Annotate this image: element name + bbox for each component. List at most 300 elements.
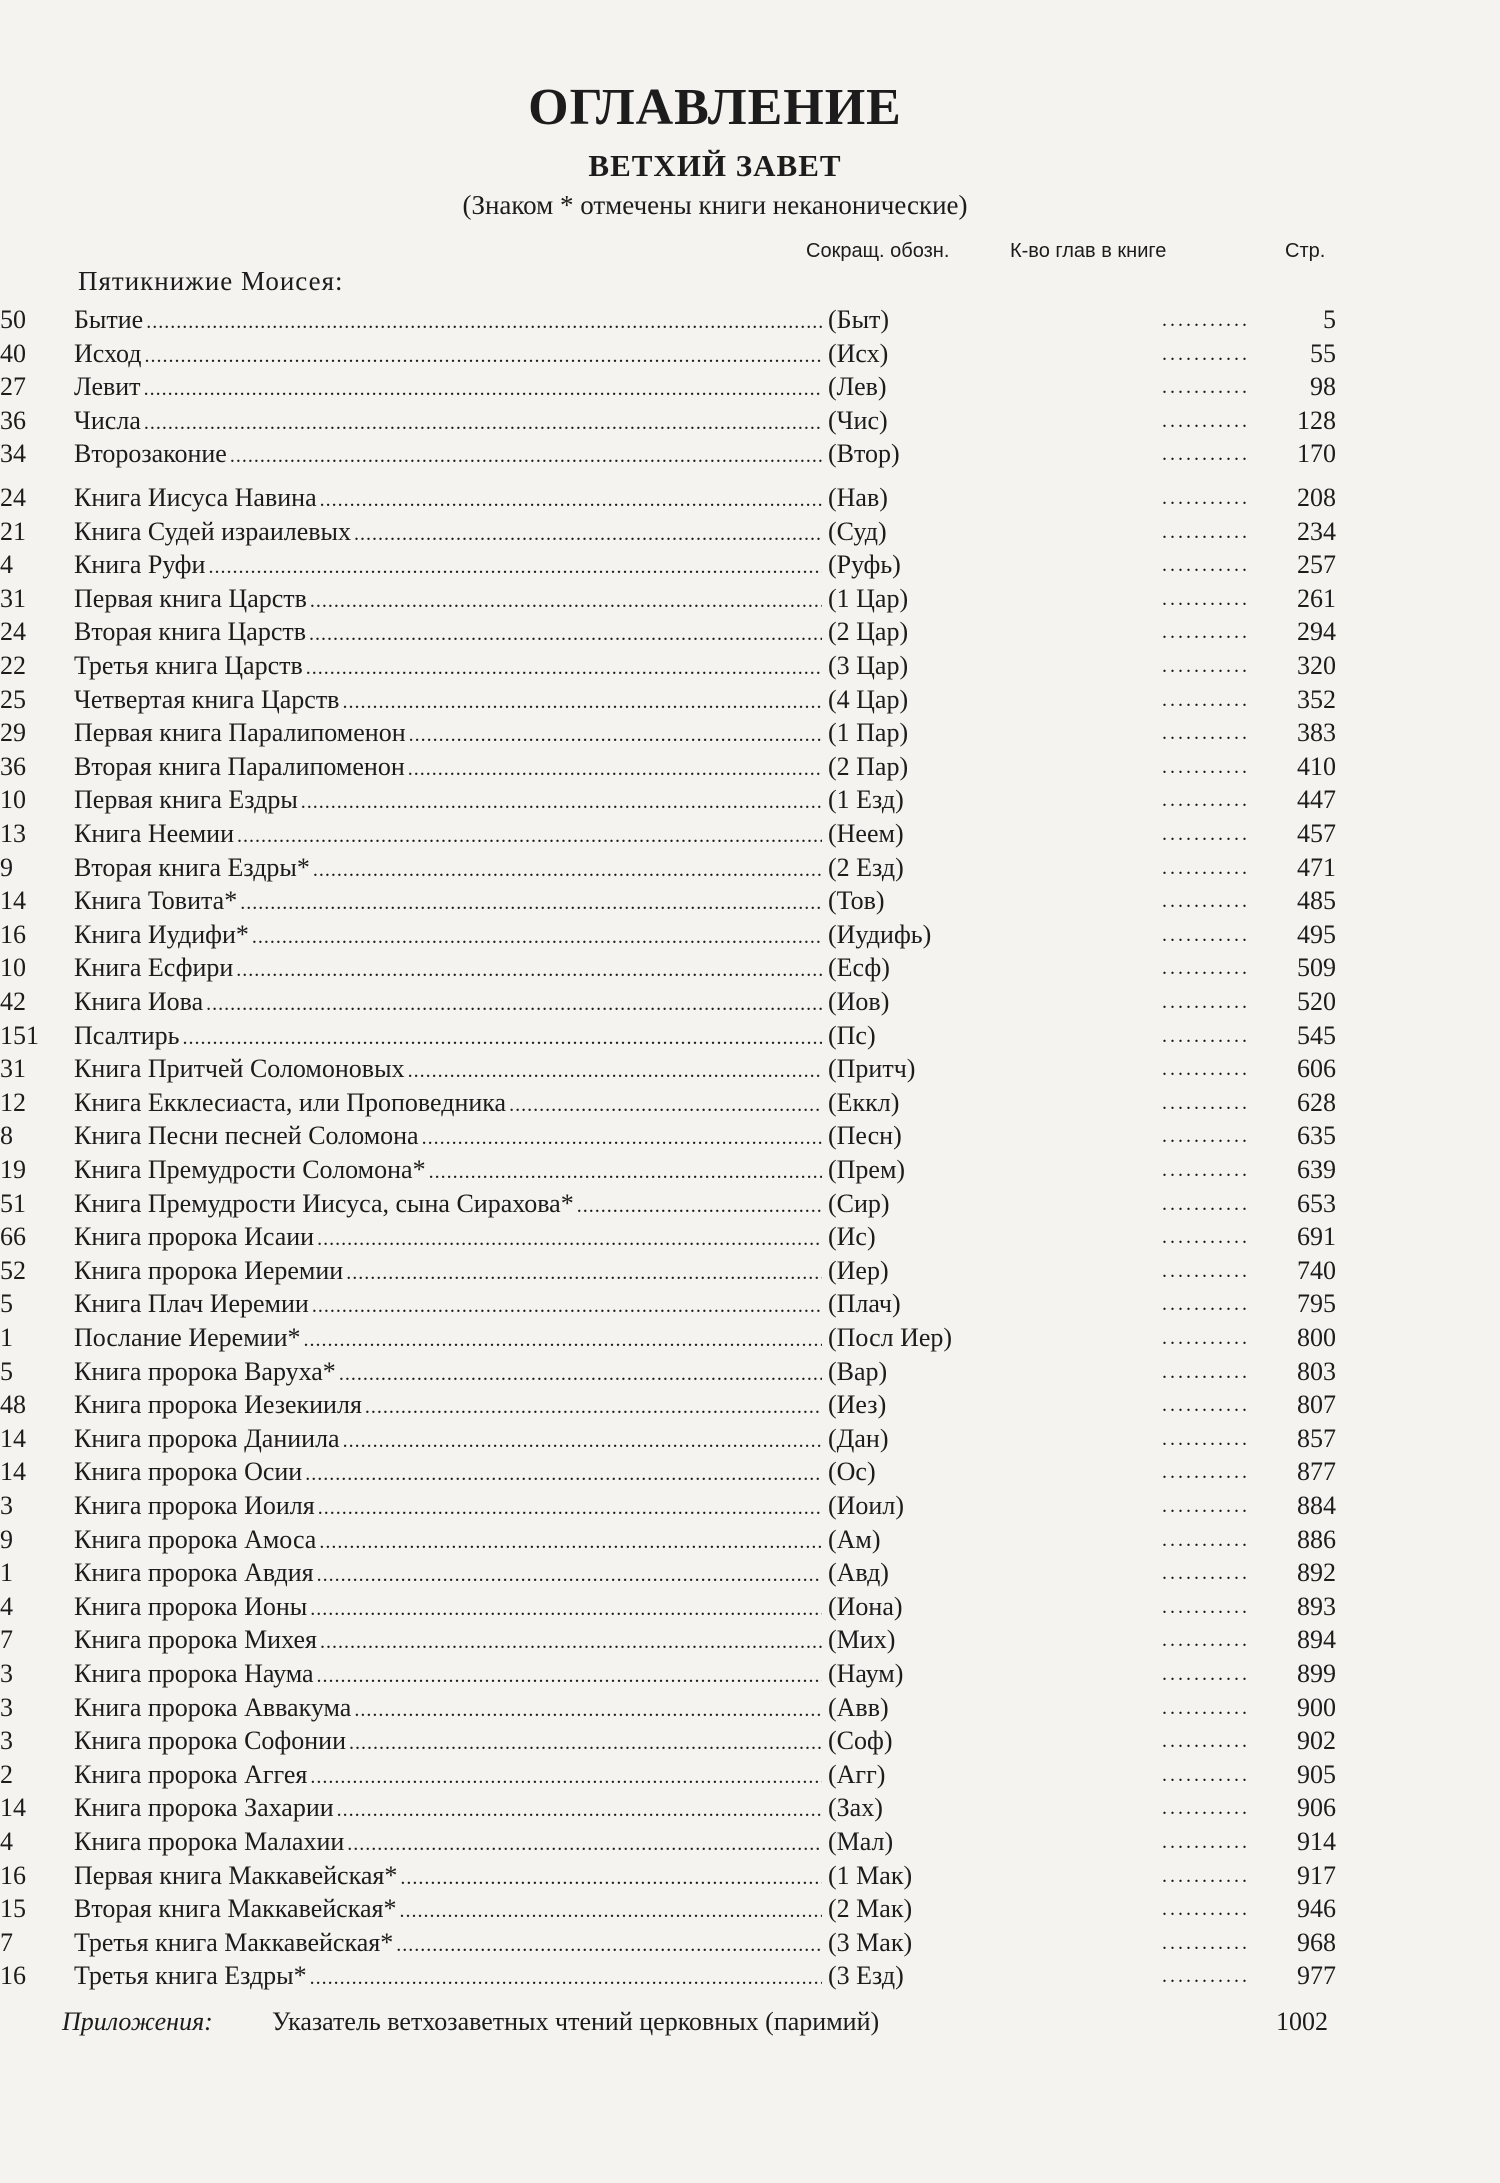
- book-abbreviation: (Суд): [828, 516, 887, 546]
- page-number: 98: [1310, 372, 1336, 402]
- chapter-count: 36: [0, 751, 26, 781]
- dot-leader: [1162, 515, 1248, 549]
- book-name: Книга пророка Наума . . .: [74, 1657, 822, 1693]
- toc-row[interactable]: [0, 985, 1500, 1019]
- page-number: 55: [1310, 338, 1336, 368]
- book-name: Первая книга Ездры . . .: [74, 783, 822, 819]
- chapter-count: 8: [0, 1121, 13, 1151]
- dot-leader: [1162, 1523, 1248, 1557]
- page-number: 946: [1297, 1894, 1336, 1924]
- book-abbreviation: (Соф): [828, 1726, 893, 1756]
- dot-leader: [1162, 1422, 1248, 1456]
- book-name: Второзаконие . . .: [74, 437, 822, 473]
- page-number: 884: [1297, 1491, 1336, 1520]
- chapter-count: 19: [0, 1155, 26, 1184]
- book-abbreviation: (Ос): [828, 1457, 876, 1487]
- page-number: 628: [1297, 1087, 1336, 1117]
- page-number: 899: [1297, 1659, 1336, 1688]
- chapter-count: 42: [0, 987, 26, 1016]
- book-abbreviation: (Иер): [828, 1255, 889, 1285]
- book-abbreviation: (Нав): [828, 483, 888, 512]
- chapter-count: 4: [0, 1591, 13, 1621]
- book-abbreviation: (3 Езд): [828, 1961, 904, 1991]
- dot-leader: [1162, 1590, 1248, 1624]
- book-abbreviation: (Быт): [828, 305, 890, 334]
- book-name: Книга Судей израилевых . . .: [74, 515, 822, 551]
- toc-row[interactable]: [0, 1859, 1500, 1893]
- page-number: 606: [1297, 1054, 1336, 1084]
- chapter-count: 12: [0, 1087, 26, 1117]
- section-title: ВЕТХИЙ ЗАВЕТ: [588, 148, 842, 183]
- book-name: Левит . . .: [74, 370, 822, 406]
- chapter-count: 36: [0, 405, 26, 435]
- toc-row[interactable]: [0, 1287, 1500, 1321]
- book-name: Книга пророка Амоса . . .: [74, 1523, 822, 1559]
- book-name: Книга Иудифи* . . .: [74, 918, 822, 954]
- chapter-count: 24: [0, 483, 26, 512]
- book-abbreviation: (1 Мак): [828, 1860, 913, 1890]
- book-abbreviation: (Авд): [828, 1558, 889, 1588]
- chapter-count: 27: [0, 372, 26, 402]
- toc-row[interactable]: [0, 1321, 1500, 1355]
- page-number: 977: [1297, 1961, 1336, 1991]
- page-number: 471: [1297, 852, 1336, 882]
- book-abbreviation: (Иудифь): [828, 919, 932, 949]
- dot-leader: [1162, 1153, 1248, 1187]
- toc-row[interactable]: [0, 548, 1500, 582]
- page-number: 917: [1297, 1860, 1336, 1890]
- chapter-count: 29: [0, 718, 26, 748]
- book-name: Третья книга Маккавейская* . . .: [74, 1926, 822, 1962]
- dot-leader: [1162, 404, 1248, 438]
- toc-row[interactable]: [0, 1489, 1500, 1523]
- dot-leader: [1162, 303, 1248, 337]
- book-name: Книга пророка Софонии . . .: [74, 1724, 822, 1760]
- dot-leader: [1162, 1724, 1248, 1758]
- toc-row[interactable]: [0, 1959, 1500, 1993]
- toc-row[interactable]: [0, 1153, 1500, 1187]
- toc-row[interactable]: [0, 1220, 1500, 1254]
- chapter-count: 50: [0, 305, 26, 334]
- page-number: 457: [1297, 819, 1336, 848]
- book-name: Книга пророка Захарии . . .: [74, 1791, 822, 1827]
- dot-leader: [1162, 750, 1248, 784]
- chapter-count: 10: [0, 953, 26, 983]
- page-number: 886: [1297, 1524, 1336, 1554]
- dot-leader: [1162, 1758, 1248, 1792]
- chapter-count: 7: [0, 1625, 13, 1655]
- toc-row[interactable]: [0, 337, 1500, 371]
- page-number: 261: [1297, 583, 1336, 613]
- chapter-count: 4: [0, 1827, 13, 1856]
- page-number: 902: [1297, 1726, 1336, 1756]
- book-name: Книга Иисуса Навина . . .: [74, 481, 822, 517]
- page-number: 968: [1297, 1927, 1336, 1957]
- chapter-count: 21: [0, 516, 26, 546]
- dot-leader: [1162, 817, 1248, 851]
- book-abbreviation: (Руфь): [828, 550, 901, 580]
- book-abbreviation: (Песн): [828, 1121, 902, 1151]
- chapter-count: 14: [0, 1793, 26, 1823]
- pentateuch-label: Пятикнижие Моисея:: [78, 266, 344, 296]
- book-abbreviation: (Неем): [828, 819, 904, 848]
- toc-row[interactable]: [0, 716, 1500, 750]
- page-number: 410: [1297, 751, 1336, 781]
- page-number: 635: [1297, 1121, 1336, 1151]
- book-abbreviation: (Вар): [828, 1356, 888, 1386]
- page-title: ОГЛАВЛЕНИЕ: [528, 79, 902, 136]
- chapter-count: 51: [0, 1188, 26, 1218]
- toc-row[interactable]: [0, 404, 1500, 438]
- book-abbreviation: (Иона): [828, 1591, 903, 1621]
- chapter-count: 52: [0, 1255, 26, 1285]
- toc-row[interactable]: [0, 918, 1500, 952]
- dot-leader: [1162, 1254, 1248, 1288]
- dot-leader: [1162, 1086, 1248, 1120]
- toc-row[interactable]: [0, 1892, 1500, 1926]
- toc-row[interactable]: [0, 1422, 1500, 1456]
- chapter-count: 3: [0, 1491, 13, 1520]
- page-number: 520: [1297, 987, 1336, 1016]
- toc-row[interactable]: [0, 1791, 1500, 1825]
- book-name: Вторая книга Маккавейская* . . .: [74, 1892, 822, 1928]
- book-abbreviation: (Втор): [828, 439, 900, 469]
- toc-row[interactable]: [0, 1926, 1500, 1960]
- book-name: Книга Екклесиаста, или Проповедника . . .: [74, 1086, 822, 1122]
- chapter-count: 14: [0, 1423, 26, 1453]
- chapter-count: 3: [0, 1659, 13, 1688]
- chapter-count: 3: [0, 1692, 13, 1722]
- book-abbreviation: (1 Езд): [828, 785, 904, 815]
- dot-leader: [1162, 1623, 1248, 1657]
- page-number: 128: [1297, 405, 1336, 435]
- column-header-abbr: Сокращ. обозн.: [806, 240, 950, 262]
- toc-row[interactable]: [0, 1724, 1500, 1758]
- dot-leader: [1162, 649, 1248, 683]
- book-abbreviation: (Мал): [828, 1827, 894, 1856]
- book-abbreviation: (Ис): [828, 1222, 876, 1252]
- book-name: Книга пророка Исаии . . .: [74, 1220, 822, 1256]
- dot-leader: [1162, 1455, 1248, 1489]
- book-name: Книга пророка Ионы . . .: [74, 1590, 822, 1626]
- book-name: Книга пророка Иоиля . . .: [74, 1489, 822, 1525]
- book-abbreviation: (4 Цар): [828, 684, 909, 714]
- canon-note: (Знаком * отмечены книги неканонические): [462, 190, 968, 220]
- dot-leader: [1162, 1926, 1248, 1960]
- page-number: 170: [1297, 439, 1336, 469]
- page-number: 257: [1297, 550, 1336, 580]
- appendix-title: Указатель ветхозаветных чтений церковных (паримий): [272, 2007, 880, 2036]
- chapter-count: 15: [0, 1894, 26, 1924]
- chapter-count: 16: [0, 919, 26, 949]
- toc-row[interactable]: [0, 683, 1500, 717]
- toc-row[interactable]: [0, 1657, 1500, 1691]
- page-number: 294: [1297, 617, 1336, 647]
- chapter-count: 2: [0, 1759, 13, 1789]
- chapter-count: 66: [0, 1222, 26, 1252]
- toc-row[interactable]: [0, 1691, 1500, 1725]
- page-number: 740: [1297, 1255, 1336, 1285]
- book-name: Первая книга Маккавейская* . . .: [74, 1859, 822, 1895]
- toc-row[interactable]: [0, 437, 1500, 471]
- toc-row[interactable]: [0, 1086, 1500, 1120]
- book-name: Книга пророка Варуха* . . .: [74, 1355, 822, 1391]
- toc-row[interactable]: [0, 1523, 1500, 1557]
- chapter-count: 25: [0, 684, 26, 714]
- book-name: Книга Премудрости Иисуса, сына Сирахова* . . .: [74, 1187, 822, 1223]
- page-number: 906: [1297, 1793, 1336, 1823]
- book-name: Книга пророка Авдия . . .: [74, 1556, 822, 1592]
- dot-leader: [1162, 1489, 1248, 1523]
- book-name: Книга пророка Михея . . .: [74, 1623, 822, 1659]
- book-abbreviation: (Агг): [828, 1759, 886, 1789]
- chapter-count: 3: [0, 1726, 13, 1756]
- dot-leader: [1162, 1825, 1248, 1859]
- page-number: 447: [1297, 785, 1336, 815]
- page-number: 893: [1297, 1591, 1336, 1621]
- page-number: 545: [1297, 1020, 1336, 1050]
- book-name: Третья книга Ездры* . . .: [74, 1959, 822, 1995]
- dot-leader: [1162, 1220, 1248, 1254]
- book-abbreviation: (Ам): [828, 1524, 881, 1554]
- page-number: 803: [1297, 1356, 1336, 1386]
- book-name: Книга Товита* . . .: [74, 884, 822, 920]
- book-abbreviation: (3 Мак): [828, 1927, 913, 1957]
- book-abbreviation: (2 Цар): [828, 617, 909, 647]
- chapter-count: 14: [0, 886, 26, 916]
- toc-row[interactable]: [0, 1355, 1500, 1389]
- chapter-count: 5: [0, 1289, 13, 1319]
- book-abbreviation: (Сир): [828, 1188, 890, 1218]
- dot-leader: [1162, 1287, 1248, 1321]
- page-number: 5: [1323, 305, 1336, 334]
- dot-leader: [1162, 985, 1248, 1019]
- book-abbreviation: (Тов): [828, 886, 885, 916]
- chapter-count: 16: [0, 1860, 26, 1890]
- toc-row[interactable]: [0, 1590, 1500, 1624]
- dot-leader: [1162, 1892, 1248, 1926]
- book-abbreviation: (Плач): [828, 1289, 901, 1319]
- page-number: 807: [1297, 1390, 1336, 1420]
- book-abbreviation: (Притч): [828, 1054, 916, 1084]
- book-name: Книга Неемии . . .: [74, 817, 822, 853]
- toc-row[interactable]: [0, 1119, 1500, 1153]
- page-number: 905: [1297, 1759, 1336, 1789]
- chapter-count: 5: [0, 1356, 13, 1386]
- chapter-count: 13: [0, 819, 26, 848]
- toc-row[interactable]: [0, 515, 1500, 549]
- chapter-count: 151: [0, 1020, 39, 1050]
- book-abbreviation: (2 Мак): [828, 1894, 913, 1924]
- page-number: 914: [1297, 1827, 1336, 1856]
- chapter-count: 1: [0, 1323, 13, 1352]
- book-name: Первая книга Царств . . .: [74, 582, 822, 618]
- book-name: Вторая книга Паралипоменон . . .: [74, 750, 822, 786]
- book-name: Первая книга Паралипоменон . . .: [74, 716, 822, 752]
- book-name: Книга пророка Аввакума . . .: [74, 1691, 822, 1727]
- dot-leader: [1162, 615, 1248, 649]
- book-abbreviation: (Есф): [828, 953, 890, 983]
- book-abbreviation: (Наум): [828, 1659, 904, 1688]
- dot-leader: [1162, 582, 1248, 616]
- book-abbreviation: (Иез): [828, 1390, 887, 1420]
- toc-row[interactable]: [0, 1455, 1500, 1489]
- book-name: Числа . . .: [74, 404, 822, 440]
- book-name: Книга пророка Аггея . . .: [74, 1758, 822, 1794]
- chapter-count: 31: [0, 583, 26, 613]
- toc-row[interactable]: [0, 370, 1500, 404]
- chapter-count: 4: [0, 550, 13, 580]
- book-abbreviation: (3 Цар): [828, 651, 909, 680]
- book-name: Послание Иеремии* . . .: [74, 1321, 822, 1357]
- book-name: Псалтирь . . .: [74, 1019, 822, 1055]
- dot-leader: [1162, 1959, 1248, 1993]
- page-number: 383: [1297, 718, 1336, 748]
- book-abbreviation: (Пс): [828, 1020, 876, 1050]
- book-name: Книга Плач Иеремии . . .: [74, 1287, 822, 1323]
- book-abbreviation: (Авв): [828, 1692, 889, 1722]
- chapter-count: 10: [0, 785, 26, 815]
- toc-row[interactable]: [0, 1388, 1500, 1422]
- book-name: Четвертая книга Царств . . .: [74, 683, 822, 719]
- dot-leader: [1162, 1321, 1248, 1355]
- page-number: 639: [1297, 1155, 1336, 1184]
- chapter-count: 7: [0, 1927, 13, 1957]
- book-abbreviation: (Чис): [828, 405, 888, 435]
- book-abbreviation: (Прем): [828, 1155, 906, 1184]
- book-name: Книга пророка Даниила . . .: [74, 1422, 822, 1458]
- page-number: 208: [1297, 483, 1336, 512]
- dot-leader: [1162, 1355, 1248, 1389]
- book-name: Вторая книга Ездры* . . .: [74, 851, 822, 887]
- chapter-count: 9: [0, 852, 13, 882]
- page-number: 892: [1297, 1558, 1336, 1588]
- dot-leader: [1162, 716, 1248, 750]
- toc-row[interactable]: [0, 1623, 1500, 1657]
- book-name: Вторая книга Царств . . .: [74, 615, 822, 651]
- dot-leader: [1162, 370, 1248, 404]
- toc-row[interactable]: [0, 1758, 1500, 1792]
- toc-row[interactable]: [0, 884, 1500, 918]
- book-name: Третья книга Царств . . .: [74, 649, 822, 685]
- dot-leader: [1162, 337, 1248, 371]
- page-number: 691: [1297, 1222, 1336, 1252]
- toc-row[interactable]: [0, 481, 1500, 515]
- dot-leader: [1162, 1791, 1248, 1825]
- toc-row[interactable]: [0, 817, 1500, 851]
- page-number: 877: [1297, 1457, 1336, 1487]
- dot-leader: [1162, 783, 1248, 817]
- toc-row[interactable]: [0, 1254, 1500, 1288]
- toc-row[interactable]: [0, 1187, 1500, 1221]
- dot-leader: [1162, 1691, 1248, 1725]
- toc-row[interactable]: [0, 1019, 1500, 1053]
- book-abbreviation: (Зах): [828, 1793, 883, 1823]
- book-name: Книга пророка Иезекииля . . .: [74, 1388, 822, 1424]
- toc-row[interactable]: [0, 303, 1500, 337]
- dot-leader: [1162, 683, 1248, 717]
- page-number: 320: [1297, 651, 1336, 680]
- toc-row[interactable]: [0, 582, 1500, 616]
- page-number: 795: [1297, 1289, 1336, 1319]
- toc-row[interactable]: [0, 951, 1500, 985]
- chapter-count: 31: [0, 1054, 26, 1084]
- page-number: 495: [1297, 919, 1336, 949]
- page-number: 900: [1297, 1692, 1336, 1722]
- dot-leader: [1162, 548, 1248, 582]
- toc-row[interactable]: [0, 783, 1500, 817]
- book-name: Книга Есфири . . .: [74, 951, 822, 987]
- book-abbreviation: (2 Езд): [828, 852, 904, 882]
- dot-leader: [1162, 1019, 1248, 1053]
- toc-row[interactable]: [0, 851, 1500, 885]
- dot-leader: [1162, 851, 1248, 885]
- book-name: Книга Притчей Соломоновых . . .: [74, 1052, 822, 1088]
- toc-row[interactable]: [0, 1825, 1500, 1859]
- page-number: 485: [1297, 886, 1336, 916]
- book-abbreviation: (Иоил): [828, 1491, 904, 1520]
- dot-leader: [1162, 1859, 1248, 1893]
- book-name: Книга Премудрости Соломона* . . .: [74, 1153, 822, 1189]
- dot-leader: [1162, 1187, 1248, 1221]
- book-name: Исход . . .: [74, 337, 822, 373]
- toc-row[interactable]: [0, 615, 1500, 649]
- book-abbreviation: (1 Цар): [828, 583, 909, 613]
- dot-leader: [1162, 481, 1248, 515]
- page-number: 509: [1297, 953, 1336, 983]
- dot-leader: [1162, 1119, 1248, 1153]
- book-abbreviation: (Посл Иер): [828, 1323, 953, 1352]
- page-number: 352: [1297, 684, 1336, 714]
- chapter-count: 48: [0, 1390, 26, 1420]
- toc-row[interactable]: [0, 1052, 1500, 1086]
- chapter-count: 34: [0, 439, 26, 469]
- dot-leader: [1162, 918, 1248, 952]
- toc-row[interactable]: [0, 750, 1500, 784]
- book-name: Книга пророка Иеремии . . .: [74, 1254, 822, 1290]
- page-number: 857: [1297, 1423, 1336, 1453]
- book-abbreviation: (1 Пар): [828, 718, 909, 748]
- page-number: 234: [1297, 516, 1336, 546]
- appendix-label: Приложения:: [62, 2007, 213, 2036]
- page-number: 653: [1297, 1188, 1336, 1218]
- book-abbreviation: (Еккл): [828, 1087, 900, 1117]
- book-name: Книга пророка Малахии . . .: [74, 1825, 822, 1861]
- book-abbreviation: (Дан): [828, 1423, 889, 1453]
- book-abbreviation: (Иов): [828, 987, 890, 1016]
- page-number: 894: [1297, 1625, 1336, 1655]
- chapter-count: 22: [0, 651, 26, 680]
- column-header-page: Стр.: [1285, 240, 1326, 262]
- toc-row[interactable]: [0, 649, 1500, 683]
- chapter-count: 14: [0, 1457, 26, 1487]
- dot-leader: [1162, 1657, 1248, 1691]
- toc-row[interactable]: [0, 1556, 1500, 1590]
- book-abbreviation: (Лев): [828, 372, 887, 402]
- chapter-count: 24: [0, 617, 26, 647]
- book-name: Книга пророка Осии . . .: [74, 1455, 822, 1491]
- chapter-count: 40: [0, 338, 26, 368]
- dot-leader: [1162, 437, 1248, 471]
- dot-leader: [1162, 951, 1248, 985]
- dot-leader: [1162, 1052, 1248, 1086]
- dot-leader: [1162, 884, 1248, 918]
- chapter-count: 16: [0, 1961, 26, 1991]
- book-name: Книга Руфи . . .: [74, 548, 822, 584]
- book-abbreviation: (Мих): [828, 1625, 896, 1655]
- dot-leader: [1162, 1388, 1248, 1422]
- book-name: Бытие . . .: [74, 303, 822, 339]
